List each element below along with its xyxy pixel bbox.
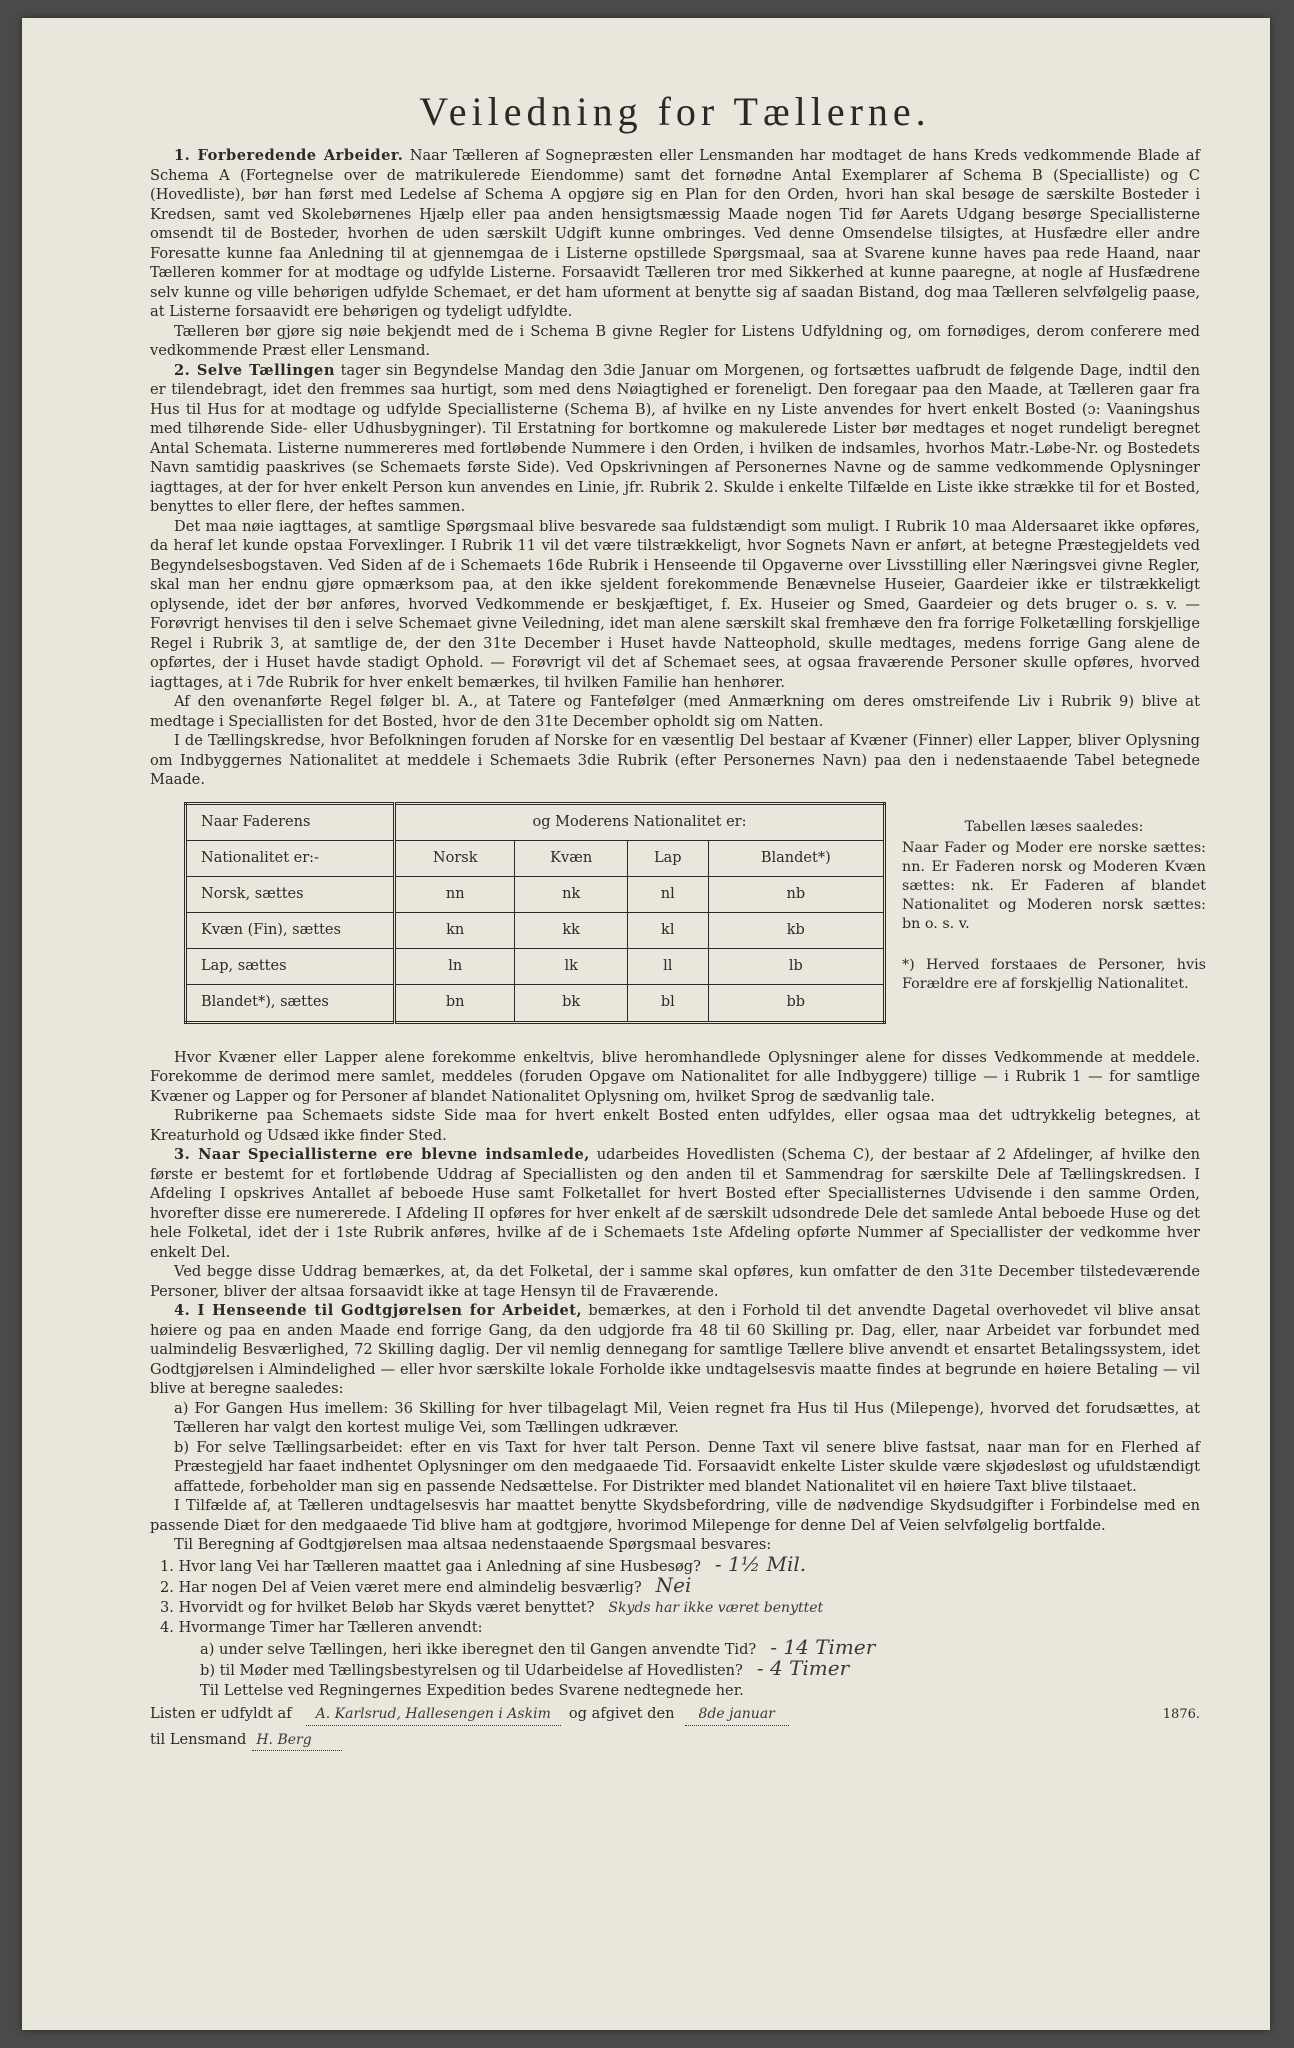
- section-1-paragraph: [150, 146, 1200, 322]
- question-1-text: 1. Hvor lang Vei har Tælleren maattet gaa i Anledning af sine Husbesøg?: [160, 1557, 701, 1575]
- section-1-paragraph-2: Tælleren bør gjøre sig nøie bekjendt med de i Schema B givne Regler for Listens Udfyldning og, om fornødiges, derom conferere med vedkommende Præst eller Lensmand.: [150, 322, 1200, 359]
- lensmand-name: H. Berg: [252, 1731, 341, 1752]
- table-explanation-text: Naar Fader og Moder ere norske sættes: nn. Er Faderen norsk og Moderen Kvæn sættes: nk. Er Faderen af blandet Nationalitet og Moderen norsk sættes: bn o. s. v.: [902, 839, 1206, 932]
- section-2-heading: 2. Selve Tællingen: [174, 361, 335, 379]
- row-label: Norsk, sættes: [186, 877, 395, 913]
- table-cell: ll: [627, 948, 708, 984]
- table-cell: kl: [627, 912, 708, 948]
- table-footnote: *) Herved forstaaes de Personer, hvis Forældre ere af forskjellig Nationalitet.: [902, 956, 1206, 992]
- table-cell: bk: [515, 984, 628, 1022]
- row-label: Lap, sættes: [186, 948, 395, 984]
- question-4b-text: b) til Møder med Tællingsbestyrelsen og til Udarbeidelse af Hovedlisten?: [200, 1662, 743, 1679]
- question-4a-text: a) under selve Tællingen, heri ikke iberegnet den til Gangen anvendte Tid?: [200, 1640, 757, 1658]
- answer-1: - 1½ Mil.: [714, 1551, 807, 1576]
- section-3-paragraph: [150, 1145, 1200, 1262]
- row-label: Blandet*), sættes: [186, 984, 395, 1022]
- column-header: Norsk: [395, 841, 515, 877]
- section-2-text: tager sin Begyndelse Mandag den 3die Januar om Morgenen, og fortsættes uafbrudt de følgende Dage, indtil den er tilendebragt, idet den fremmes saa hurtigt, som med dens Nøiagtighed er foreneligt. Den foregaar paa den Maade, at Tælleren gaar fra Hus til Hus for at modtage og udfylde Speciallisterne (Schema B), af hvilke en ny Liste anvendes for hvert enkelt Bosted (ɔ: Vaaningshus med tilhørende Side- eller Udhusbygninger). Til Erstatning for bortkomne og makulerede Lister bør medtages et noget rundeligt beregnet Antal Schemata. Listerne nummereres med fortløbende Nummere i den Orden, i hvilken de indsamles, hvorhos Matr.-Løbe-Nr. og Bostedets Navn samtidig paaskrives (se Schemaets første Side). Ved Opskrivningen af Personernes Navne og de samme vedkommende Oplysninger iagttages, at der for hver enkelt Person kun anvendes en Linie, jfr. Rubrik 2. Skulde i enkelte Tilfælde en Liste ikke strække til for et Bosted, benyttes to eller flere, der heftes sammen.: [150, 361, 1201, 515]
- section-3-heading: 3. Naar Speciallisterne ere blevne indsamlede,: [174, 1146, 590, 1163]
- signature-year: 1876.: [1162, 1707, 1200, 1722]
- table-explanation: [902, 818, 1206, 994]
- nationality-table: [184, 802, 886, 1024]
- section-1-text: Naar Tælleren af Sognepræsten eller Lensmanden har modtaget de hans Kreds vedkommende Blade af Schema A (Fortegnelse over de matrikulerede Eiendomme) samt det fornødne Antal Exemplarer af Schema B (Specialliste) og C (Hovedliste), bør han først med Ledelse af Schema A opgjøre sig en Plan for den Orden, hvori han skal besøge de særskilte Bosteder i Kredsen, samt ved Skolebørnenes Hjælp eller paa anden hensigtsmæssig Maade nogen Tid før Aarets Udgang besørge Speciallisterne omsendt til de Bosteder, hvorhen de uden særskilt Udgift kunne ombringes. Ved denne Omsendelse tilsigtes, at Husfædre eller andre Foresatte kunne faa Anledning til at gjennemgaa de i Listerne opstillede Spørgsmaal, saa at Svarene kunne haves paa rede Haand, naar Tælleren kommer for at modtage og udfylde Listerne. Forsaavidt Tælleren tror med Sikkerhed at kunne paaregne, at nogle af Husfædrene selv kunne og ville behørigen udfylde Schemaet, er det ham uforment at benytte sig af saadan Bistand, dog maa Tælleren selvfølgelig paase, at Listerne forsaavidt ere behørigen og tydeligt udfyldte.: [150, 147, 1200, 320]
- questions-list: [150, 1551, 1200, 1701]
- table-cell: bl: [627, 984, 708, 1022]
- section-2-paragraph: [150, 361, 1200, 517]
- question-5-text: Til Lettelse ved Regningernes Expedition bedes Svarene nedtegnede her.: [200, 1681, 744, 1699]
- question-4a: [150, 1634, 1200, 1660]
- table-cell: bb: [708, 984, 884, 1022]
- table-cell: lk: [515, 948, 628, 984]
- mother-header: og Moderens Nationalitet er:: [395, 803, 885, 841]
- table-cell: ln: [395, 948, 515, 984]
- section-4-item-a: a) For Gangen Hus imellem: 36 Skilling for hver tilbagelagt Mil, Veien regnet fra Hus til Hus (Milepenge), hvorved det forudsættes, at Tælleren har valgt den kortest mulige Vei, som Tællingen udkræver.: [174, 1399, 1200, 1436]
- table-cell: lb: [708, 948, 884, 984]
- section-1-heading: 1. Forberedende Arbeider.: [174, 147, 404, 164]
- question-3: [150, 1598, 1200, 1619]
- section-2-paragraph-4: I de Tællingskredse, hvor Befolkningen foruden af Norske for en væsentlig Del bestaar af Kvæner (Finner) eller Lapper, bliver Oplysning om Indbyggernes Nationalitet at meddele i Schemaets 3die Rubrik (efter Personernes Navn) paa den i nedenstaaende Tabel betegnede Maade.: [150, 732, 1200, 788]
- section-2-paragraph-3: Af den ovenanførte Regel følger bl. A., at Tatere og Fantefølger (med Anmærkning om deres omstreifende Liv i Rubrik 9) blive at medtage i Speciallisten for det Bosted, hvor de den 31te December opholdt sig om Natten.: [150, 693, 1200, 730]
- column-header: Lap: [627, 841, 708, 877]
- signature-name: A. Karlsrud, Hallesengen i Askim: [306, 1705, 561, 1726]
- document-page: [22, 18, 1270, 2030]
- row-label: Kvæn (Fin), sættes: [186, 912, 395, 948]
- table-cell: kb: [708, 912, 884, 948]
- table-cell: nl: [627, 877, 708, 913]
- question-4-text: 4. Hvormange Timer har Tælleren anvendt:: [160, 1619, 483, 1636]
- signature-mid: og afgivet den: [568, 1705, 675, 1722]
- after-table-paragraph-2: Rubrikerne paa Schemaets sidste Side maa for hvert enkelt Bosted enten udfyldes, eller ogsaa maa det udtrykkelig betegnes, at Kreaturhold og Udsæd ikke finder Sted.: [150, 1107, 1200, 1144]
- signature-prefix: Listen er udfyldt af: [150, 1705, 292, 1722]
- signature-line: [150, 1704, 1200, 1726]
- table-cell: nn: [395, 877, 515, 913]
- section-4-item-b: b) For selve Tællingsarbeidet: efter en vis Taxt for hver talt Person. Denne Taxt vil senere blive fastsat, naar man for en Flerhed af Præstegjeld har faaet indhentet Oplysninger om den medgaaede Tid. Forsaavidt enkelte Lister skulde være skjødesløst og ufuldstændigt affattede, forbeholder man sig en passende Nedsættelse. For Distrikter med blandet Nationalitet vil en høiere Taxt blive tilstaaet.: [174, 1438, 1200, 1495]
- lensmand-prefix: til Lensmand: [150, 1730, 247, 1748]
- father-header-2: Nationalitet er:-: [186, 841, 395, 877]
- page-title: Veiledning for Tællerne.: [419, 89, 931, 134]
- signature-date: 8de januar: [685, 1705, 789, 1726]
- section-4-text: bemærkes, at den i Forhold til det anvendte Dagetal overhovedet vil blive ansat høiere og paa en anden Maade end forrige Gang, da den udgjorde fra 48 til 60 Skilling pr. Dag, eller, naar Arbeidet var forbundet med ualmindelig Besværlighed, 72 Skilling daglig. Der vil nemlig dennegang for samtlige Tællere blive anvendt et ensartet Betalingssystem, idet Godtgjørelsen i Almindelighed — eller hvor særskilte lokale Forholde ikke undtagelsesvis maatte findes at begrunde en høiere Betaling — vil blive at beregne saaledes:: [150, 1302, 1201, 1397]
- question-2-text: 2. Har nogen Del af Veien været mere end almindelig besværlig?: [160, 1579, 642, 1596]
- section-4-paragraph: [150, 1301, 1200, 1399]
- answer-4a: - 14 Timer: [770, 1634, 876, 1659]
- father-header-1: Naar Faderens: [186, 803, 395, 841]
- section-4-paragraph-2: I Tilfælde af, at Tælleren undtagelsesvis har maattet benytte Skydsbefordring, ville de nødvendige Skydsudgifter i Forbindelse med en passende Diæt for den medgaaede Tid blive ham at godtgjøre, hvorimod Milepenge for denne Del af Veien selvfølgelig bortfalde.: [150, 1497, 1200, 1534]
- column-header: Kvæn: [515, 841, 628, 877]
- table-cell: kn: [395, 912, 515, 948]
- after-table-paragraph-1: Hvor Kvæner eller Lapper alene forekomme enkeltvis, blive heromhandlede Oplysninger alene for disses Vedkommende at meddele. Forekomme de derimod mere samlet, meddeles (foruden Opgave om Nationalitet for alle Indbyggere) tillige — i Rubrik 1 — for samtlige Kvæner og Lapper og for Personer af blandet Nationalitet Oplysning om, hvilket Sprog de sædvanlig tale.: [150, 1048, 1200, 1105]
- table-explanation-intro: Tabellen læses saaledes:: [964, 818, 1144, 835]
- answer-2: Nei: [655, 1573, 692, 1597]
- question-2: [150, 1573, 1200, 1598]
- answer-3: Skyds har ikke været benyttet: [608, 1599, 824, 1616]
- table-cell: bn: [395, 984, 515, 1022]
- section-4-paragraph-3: Til Beregning af Godtgjørelsen maa altsaa nedenstaaende Spørgsmaal besvares:: [174, 1536, 772, 1553]
- table-cell: kk: [515, 912, 628, 948]
- table-cell: nk: [515, 877, 628, 913]
- section-2-paragraph-2: Det maa nøie iagttages, at samtlige Spørgsmaal blive besvarede saa fuldstændigt som muligt. I Rubrik 10 maa Aldersaaret ikke opføres, da heraf let kunde opstaa Forvexlinger. I Rubrik 11 vil det være tilstrækkeligt, hvor Sognets Navn er anført, at betegne Præstegjeldets ved Begyndelsesbogstaven. Ved Siden af de i Schemaets 16de Rubrik i Henseende til Opgaverne over Livsstilling eller Næringsvei givne Regler, skal man her endnu gjøre opmærksom paa, at den ikke sjeldent forekommende Benævnelse Huseier, Gaardeier ikke er tilstrækkeligt oplysende, idet der bør anføres, hvorved Vedkommende er beskjæftiget, f. Ex. Huseier og Smed, Gaardeier og dets bruger o. s. v. — Forøvrigt henvises til den i selve Schemaet givne Veiledning, idet man alene særskilt skal fremhæve den fra forrige Folketælling forskjellige Regel i Rubrik 3, at samtlige de, der den 31te December i Huset havde Natteophold, skulle medtages, medens forrige Gang alene de opførtes, der i Huset havde stadigt Ophold. — Forøvrigt vil det af Schemaet sees, at ogsaa fraværende Personer skulle opføres, hvorved iagttages, at i 7de Rubrik for hver enkelt bemærkes, til hvilken Familie han henhører.: [150, 517, 1200, 691]
- table-cell: nb: [708, 877, 884, 913]
- lensmand-line: [150, 1730, 1200, 1752]
- section-4-heading: 4. I Henseende til Godtgjørelsen for Arbeidet,: [174, 1302, 583, 1319]
- question-4b: [150, 1656, 1200, 1681]
- section-3-paragraph-2: Ved begge disse Uddrag bemærkes, at, da det Folketal, der i samme skal opføres, kun omfatter de den 31te December tilstedeværende Personer, bliver der altsaa forsaavidt ikke at tage Hensyn til de Fraværende.: [150, 1263, 1200, 1300]
- question-4: [150, 1618, 1200, 1638]
- section-3-text: udarbeides Hovedlisten (Schema C), der bestaar af 2 Afdelinger, af hvilke den første er bestemt for et fortløbende Uddrag af Speciallisten og den anden til et Sammendrag for særskilte Dele af Tællingskredsen. I Afdeling I opskrives Antallet af beboede Huse samt Folketallet for hvert Bosted efter Speciallisternes Udvisende i den samme Orden, hvorefter disse ere numererede. I Afdeling II opføres for hver enkelt af de særskilt udsondrede Dele det samlede Antal beboede Huse og det hele Folketal, idet der i 1ste Rubrik anføres, hvilke af de i Schemaets 1ste Afdeling opførte Nummer af Speciallister der vedkomme hver enkelt Del.: [150, 1146, 1200, 1261]
- question-3-text: 3. Hvorvidt og for hvilket Beløb har Skyds været benyttet?: [160, 1598, 595, 1616]
- nationality-table-block: [150, 802, 1206, 1034]
- question-5: [150, 1681, 1200, 1701]
- column-header: Blandet*): [708, 841, 884, 877]
- answer-4b: - 4 Timer: [756, 1656, 850, 1680]
- document-content: [150, 88, 1206, 1751]
